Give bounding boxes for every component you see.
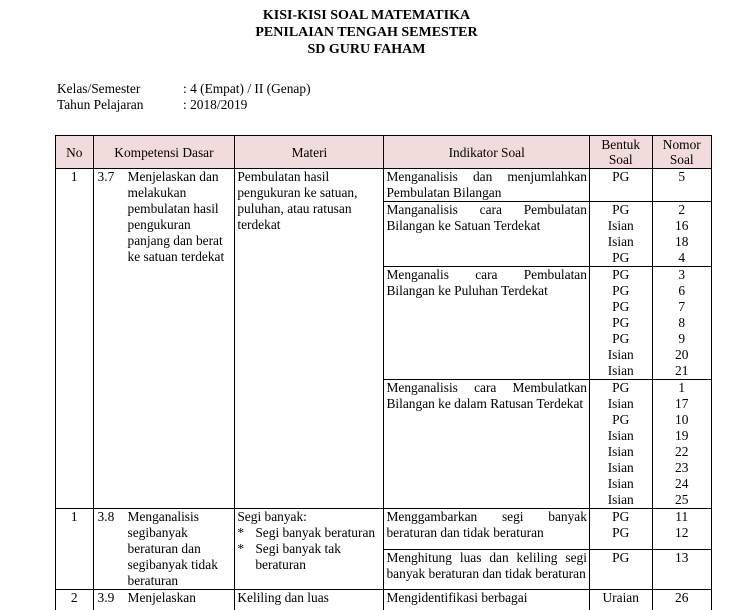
kd-number: 3.7 bbox=[96, 169, 128, 265]
table-row bbox=[56, 509, 712, 550]
bullet-text: Segi banyak tak beraturan bbox=[255, 541, 381, 573]
tahun-pelajaran-value: : 2018/2019 bbox=[183, 97, 247, 112]
header-indikator-soal: Indikator Soal bbox=[384, 136, 589, 169]
materi-cell: Pembulatan hasil pengukuran ke satuan, puluhan, atau ratusan terdekat bbox=[235, 169, 384, 509]
materi-bullet bbox=[237, 541, 381, 573]
materi-bullet bbox=[237, 525, 381, 541]
header-bentuk-soal: Bentuk Soal bbox=[589, 136, 652, 169]
header-materi: Materi bbox=[235, 136, 384, 169]
kd-text: Menjelaskan bbox=[128, 590, 233, 606]
nomor-soal-cell: 11 12 bbox=[652, 509, 712, 550]
kd-number: 3.9 bbox=[96, 590, 128, 606]
kelas-semester-value: : 4 (Empat) / II (Genap) bbox=[183, 81, 311, 96]
bullet-symbol: * bbox=[237, 541, 255, 573]
row-no: 1 bbox=[56, 509, 94, 590]
indikator-cell: Manganalisis cara Pembulatan Bilangan ke Satuan Terdekat bbox=[384, 202, 589, 267]
kompetensi-dasar-cell bbox=[93, 169, 235, 509]
nomor-soal-cell: 3 6 7 8 9 20 21 bbox=[652, 267, 712, 380]
tahun-pelajaran-row bbox=[57, 97, 247, 113]
materi-cell: Keliling dan luas bbox=[235, 590, 384, 610]
indikator-cell: Menganalis cara Pembulatan Bilangan ke Puluhan Terdekat bbox=[384, 267, 589, 380]
nomor-soal-cell: 1 17 10 19 22 23 24 25 bbox=[652, 380, 712, 509]
table-header-row bbox=[56, 136, 712, 169]
bentuk-soal-cell: PG Isian Isian PG bbox=[589, 202, 652, 267]
indikator-cell: Menggambarkan segi banyak beraturan dan tidak beraturan bbox=[384, 509, 589, 550]
kd-number: 3.8 bbox=[96, 509, 128, 589]
bullet-symbol: * bbox=[237, 525, 255, 541]
nomor-soal-cell: 2 16 18 4 bbox=[652, 202, 712, 267]
row-no: 2 bbox=[56, 590, 94, 610]
kd-text: Menganalisis segibanyak beraturan dan segibanyak tidak beraturan bbox=[128, 509, 233, 589]
bentuk-soal-cell: PG bbox=[589, 169, 652, 202]
header-nomor-soal: Nomor Soal bbox=[652, 136, 712, 169]
bentuk-soal-cell: PG PG PG PG PG Isian Isian bbox=[589, 267, 652, 380]
kompetensi-dasar-cell bbox=[93, 590, 235, 610]
kd-text: Menjelaskan dan melakukan pembulatan hasil pengukuran panjang dan berat ke satuan terdekat bbox=[128, 169, 233, 265]
row-no: 1 bbox=[56, 169, 94, 509]
materi-cell bbox=[235, 509, 384, 590]
doc-title-line3: SD GURU FAHAM bbox=[0, 42, 733, 58]
bentuk-soal-cell: PG PG bbox=[589, 509, 652, 550]
indikator-cell: Mengidentifikasi berbagai bbox=[384, 590, 589, 610]
bullet-text: Segi banyak beraturan bbox=[255, 525, 375, 541]
bentuk-soal-cell: PG bbox=[589, 549, 652, 590]
materi-title: Segi banyak: bbox=[237, 509, 381, 525]
kompetensi-dasar-cell bbox=[93, 509, 235, 590]
doc-title-line1: KISI-KISI SOAL MATEMATIKA bbox=[0, 8, 733, 24]
table-row bbox=[56, 169, 712, 202]
kelas-semester-label: Kelas/Semester bbox=[57, 81, 183, 97]
tahun-pelajaran-label: Tahun Pelajaran bbox=[57, 97, 183, 113]
table-row bbox=[56, 590, 712, 610]
nomor-soal-cell: 5 bbox=[652, 169, 712, 202]
header-no: No bbox=[56, 136, 94, 169]
indikator-cell: Menganalisis dan menjumlahkan Pembulatan Bilangan bbox=[384, 169, 589, 202]
bentuk-soal-cell: Uraian bbox=[589, 590, 652, 610]
kelas-semester-row bbox=[57, 81, 311, 97]
header-kompetensi-dasar: Kompetensi Dasar bbox=[93, 136, 235, 169]
nomor-soal-cell: 13 bbox=[652, 549, 712, 590]
nomor-soal-cell: 26 bbox=[652, 590, 712, 610]
indikator-cell: Menghitung luas dan keliling segi banyak beraturan dan tidak beraturan bbox=[384, 549, 589, 590]
kisi-kisi-table bbox=[55, 135, 712, 610]
doc-title-line2: PENILAIAN TENGAH SEMESTER bbox=[0, 25, 733, 41]
indikator-cell: Menganalisis cara Membulatkan Bilangan ke dalam Ratusan Terdekat bbox=[384, 380, 589, 509]
bentuk-soal-cell: PG Isian PG Isian Isian Isian Isian Isian bbox=[589, 380, 652, 509]
